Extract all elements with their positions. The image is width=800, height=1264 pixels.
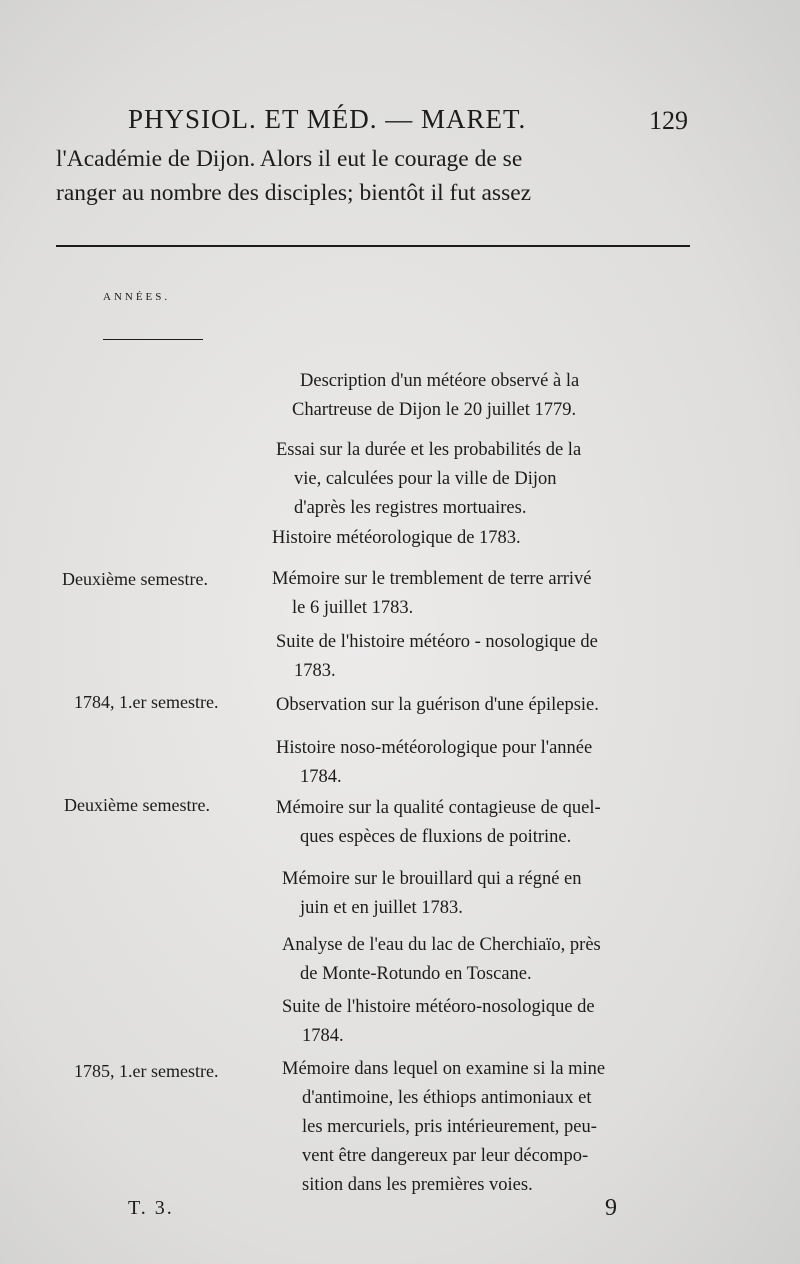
signature-mark: T. 3. bbox=[128, 1197, 174, 1219]
entry-line: vent être dangereux par leur décompo- bbox=[302, 1146, 589, 1166]
signature-number: 9 bbox=[605, 1195, 617, 1221]
period-label: Deuxième semestre. bbox=[62, 569, 208, 589]
running-header bbox=[128, 104, 688, 144]
page-number: 129 bbox=[649, 106, 688, 135]
entry bbox=[272, 794, 702, 852]
entry bbox=[272, 993, 702, 1051]
header-rule bbox=[56, 245, 690, 247]
entry bbox=[272, 436, 702, 523]
entry-line: juin et en juillet 1783. bbox=[300, 898, 463, 918]
entry bbox=[272, 1055, 702, 1200]
entry-line: 1784. bbox=[302, 1026, 344, 1046]
column-header-rule bbox=[103, 339, 203, 340]
entry-line: d'après les registres mortuaires. bbox=[294, 498, 527, 518]
entry bbox=[272, 734, 702, 792]
running-title: PHYSIOL. ET MÉD. — MARET. bbox=[128, 104, 527, 134]
column-header-annees: ANNÉES. bbox=[103, 291, 171, 303]
entry-line: Description d'un météore observé à la bbox=[300, 371, 580, 391]
period-label: Deuxième semestre. bbox=[64, 795, 210, 815]
entry-line: d'antimoine, les éthiops antimoniaux et bbox=[302, 1088, 592, 1108]
entry-line: de Monte-Rotundo en Toscane. bbox=[300, 964, 532, 984]
entry-line: Essai sur la durée et les probabilités de la bbox=[276, 440, 582, 460]
entry bbox=[272, 565, 702, 623]
intro-line: ranger au nombre des disciples; bientôt il fut assez bbox=[56, 180, 532, 206]
period-label: 1785, 1.er semestre. bbox=[74, 1061, 219, 1081]
entry bbox=[272, 367, 702, 425]
entry-line: le 6 juillet 1783. bbox=[292, 598, 414, 618]
entry bbox=[272, 524, 702, 553]
intro-line: l'Académie de Dijon. Alors il eut le courage de se bbox=[56, 146, 523, 172]
entry bbox=[272, 691, 702, 720]
entry-line: vie, calculées pour la ville de Dijon bbox=[294, 469, 557, 489]
entry-line: 1783. bbox=[294, 661, 336, 681]
intro-paragraph bbox=[56, 142, 696, 210]
entry-line: Mémoire sur le tremblement de terre arrivé bbox=[272, 569, 592, 589]
entry-line: Histoire noso-météorologique pour l'année bbox=[276, 738, 593, 758]
entry bbox=[272, 628, 702, 686]
entry-line: les mercuriels, pris intérieurement, peu- bbox=[302, 1117, 597, 1137]
entry-line: ques espèces de fluxions de poitrine. bbox=[300, 827, 572, 847]
entry-line: Suite de l'histoire météoro-nosologique de bbox=[282, 997, 595, 1017]
entry-line: Chartreuse de Dijon le 20 juillet 1779. bbox=[292, 400, 577, 420]
entry-line: 1784. bbox=[300, 767, 342, 787]
entry-line: Suite de l'histoire météoro - nosologique de bbox=[276, 632, 598, 652]
entry bbox=[272, 931, 702, 989]
entry-line: Observation sur la guérison d'une épilepsie. bbox=[276, 695, 599, 715]
entry-line: Mémoire sur le brouillard qui a régné en bbox=[282, 869, 582, 889]
entry-line: Analyse de l'eau du lac de Cherchiaïo, près bbox=[282, 935, 601, 955]
entry-line: Mémoire dans lequel on examine si la mine bbox=[282, 1059, 606, 1079]
entry bbox=[272, 865, 702, 923]
entry-line: Mémoire sur la qualité contagieuse de quel- bbox=[276, 798, 601, 818]
entry-line: sition dans les premières voies. bbox=[302, 1175, 533, 1195]
entry-line: Histoire météorologique de 1783. bbox=[272, 528, 521, 548]
period-label: 1784, 1.er semestre. bbox=[74, 692, 219, 712]
